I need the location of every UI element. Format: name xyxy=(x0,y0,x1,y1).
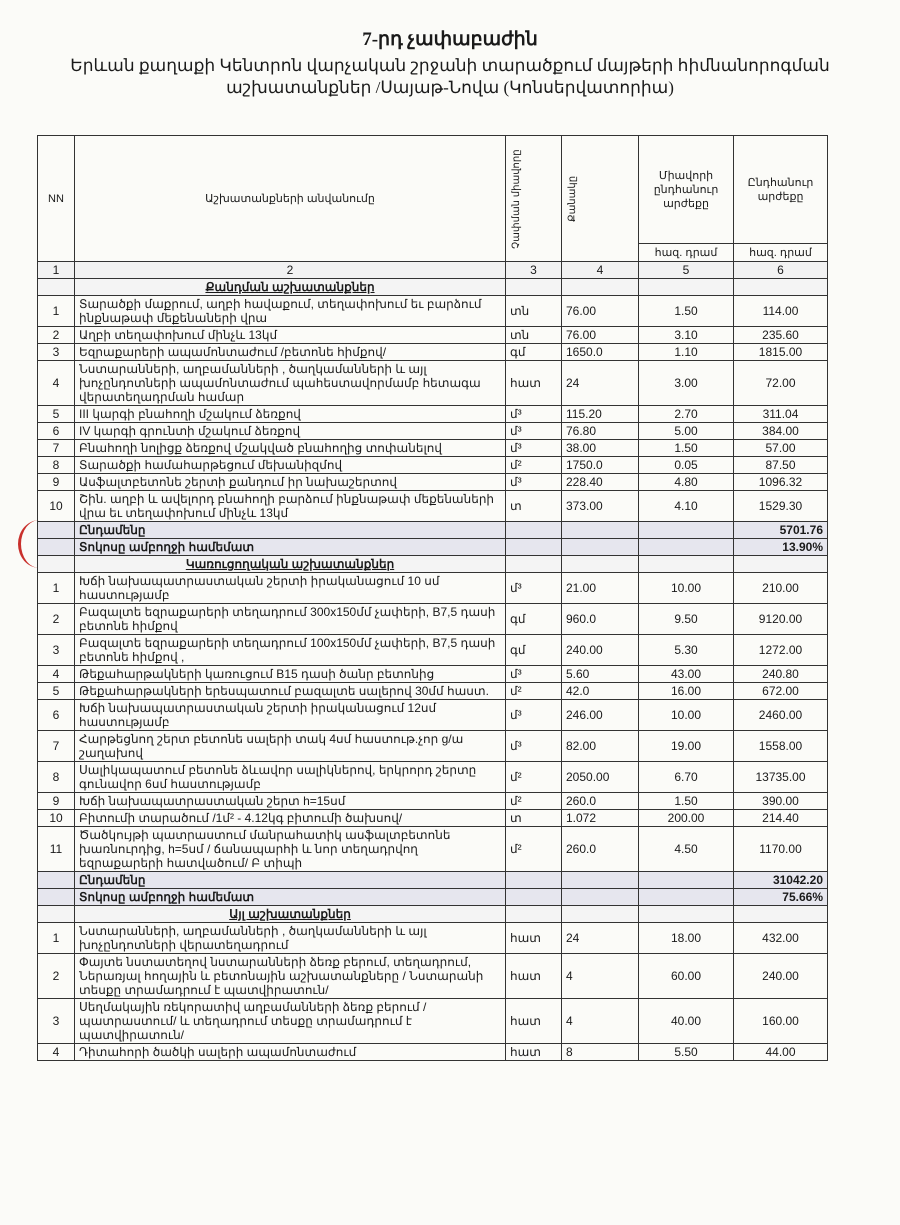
work-name: Շին. աղբի և ավելորդ բնահողի բարձում ինքնաթափ մեքենաների վրա եւ տեղափոխում մինչև 13կմ xyxy=(75,491,506,522)
empty-cell xyxy=(38,522,75,539)
unit: հատ xyxy=(506,1044,562,1061)
sum-value: 5701.76 xyxy=(734,522,828,539)
table-row xyxy=(38,406,828,423)
row-number: 2 xyxy=(38,954,75,999)
header-total: Ընդհանուր արժեքը xyxy=(734,136,828,244)
unit: մ³ xyxy=(506,666,562,683)
unit: մ² xyxy=(506,683,562,700)
unit-price: 60.00 xyxy=(639,954,734,999)
empty-cell xyxy=(38,889,75,906)
unit-price: 1.50 xyxy=(639,296,734,327)
quantity: 76.80 xyxy=(562,423,639,440)
column-number: 6 xyxy=(734,262,828,279)
header-nn: NN xyxy=(38,136,75,262)
work-name: Հարթեցնող շերտ բետոնե սալերի տակ 4սմ հաստութ.չոր g/ա շաղախով xyxy=(75,731,506,762)
work-name: Բազալտե եզրաքարերի տեղադրում 300x150մմ չափերի, B7,5 դասի բետոնե հիմքով xyxy=(75,604,506,635)
header-unit-price: Միավորի ընդհանուր արժեքը xyxy=(639,136,734,244)
work-name: Ասֆալտբետոնե շերտի քանդում իր նախաշերտով xyxy=(75,474,506,491)
unit: հատ xyxy=(506,923,562,954)
quantity: 373.00 xyxy=(562,491,639,522)
row-number: 11 xyxy=(38,827,75,872)
unit: մ³ xyxy=(506,573,562,604)
unit: մ³ xyxy=(506,406,562,423)
header-qty: Քանակը xyxy=(562,136,639,262)
work-name: Թեքահարթակների կառուցում B15 դասի ծանր բետոնից xyxy=(75,666,506,683)
empty-cell xyxy=(506,556,562,573)
sum-label: Ընդամենը xyxy=(75,872,506,889)
row-number: 10 xyxy=(38,810,75,827)
empty-cell xyxy=(639,522,734,539)
row-number: 3 xyxy=(38,999,75,1044)
table-row xyxy=(38,793,828,810)
row-number: 5 xyxy=(38,406,75,423)
column-number: 5 xyxy=(639,262,734,279)
unit: գմ xyxy=(506,604,562,635)
unit-price: 3.00 xyxy=(639,361,734,406)
table-row xyxy=(38,827,828,872)
row-total: 44.00 xyxy=(734,1044,828,1061)
unit: տ xyxy=(506,491,562,522)
unit-price: 4.50 xyxy=(639,827,734,872)
row-number: 3 xyxy=(38,344,75,361)
row-number: 2 xyxy=(38,327,75,344)
table-row xyxy=(38,999,828,1044)
row-total: 160.00 xyxy=(734,999,828,1044)
section-percent-row xyxy=(38,889,828,906)
unit-price: 200.00 xyxy=(639,810,734,827)
work-name: Խճի նախապատրաստական շերտի իրականացում 12սմ հաստությամբ xyxy=(75,700,506,731)
quantity: 240.00 xyxy=(562,635,639,666)
column-number: 4 xyxy=(562,262,639,279)
unit-price: 1.10 xyxy=(639,344,734,361)
row-number: 7 xyxy=(38,440,75,457)
quantity: 42.0 xyxy=(562,683,639,700)
unit-price: 10.00 xyxy=(639,573,734,604)
unit-price: 3.10 xyxy=(639,327,734,344)
row-number: 6 xyxy=(38,700,75,731)
unit: հատ xyxy=(506,954,562,999)
section-title: Այլ աշխատանքներ xyxy=(75,906,506,923)
quantity: 5.60 xyxy=(562,666,639,683)
unit-price: 1.50 xyxy=(639,440,734,457)
row-total: 1096.32 xyxy=(734,474,828,491)
quantity: 1750.0 xyxy=(562,457,639,474)
unit-price: 9.50 xyxy=(639,604,734,635)
row-number: 2 xyxy=(38,604,75,635)
row-number: 4 xyxy=(38,1044,75,1061)
section-title: Քանդման աշխատանքներ xyxy=(75,279,506,296)
empty-cell xyxy=(562,539,639,556)
unit-price: 18.00 xyxy=(639,923,734,954)
work-name: Փայտե նստատեղով նստարանների ձեռք բերում, տեղադրում, Ներառյալ հողային և բետոնային աշխատանքները / Նստարանի տեսքը տրամադրում է պատվիրատուն/ xyxy=(75,954,506,999)
work-name: Դիտահորի ծածկի սալերի ապամոնտաժում xyxy=(75,1044,506,1061)
row-number: 8 xyxy=(38,762,75,793)
unit: մ³ xyxy=(506,731,562,762)
work-name: Սեղմակային ռեկորատիվ աղբամանների ձեռք բերում /պատրաստում/ և տեղադրում տեսքը տրամադրում է պատվիրատուն/ xyxy=(75,999,506,1044)
table-row xyxy=(38,923,828,954)
header-unit: Չափման միավորը xyxy=(506,136,562,262)
empty-cell xyxy=(639,279,734,296)
section-percent-row xyxy=(38,539,828,556)
empty-cell xyxy=(734,556,828,573)
sum-value: 31042.20 xyxy=(734,872,828,889)
work-name: Խճի նախապատրաստական շերտ h=15սմ xyxy=(75,793,506,810)
empty-cell xyxy=(562,279,639,296)
table-row xyxy=(38,635,828,666)
work-name: Թեքահարթակների երեսպատում բազալտե սալերով 30մմ հաստ. xyxy=(75,683,506,700)
unit: տն xyxy=(506,296,562,327)
column-number: 3 xyxy=(506,262,562,279)
row-total: 13735.00 xyxy=(734,762,828,793)
table-row xyxy=(38,666,828,683)
unit: մ² xyxy=(506,762,562,793)
row-total: 1815.00 xyxy=(734,344,828,361)
row-total: 390.00 xyxy=(734,793,828,810)
work-name: Սալիկապատում բետոնե ձևավոր սալիկներով, երկրորդ շերտը գունավոր 6սմ հաստությամբ xyxy=(75,762,506,793)
unit-price: 5.30 xyxy=(639,635,734,666)
empty-cell xyxy=(562,906,639,923)
quantity: 260.0 xyxy=(562,827,639,872)
empty-cell xyxy=(38,872,75,889)
row-number: 1 xyxy=(38,296,75,327)
header-currency-6: հազ. դրամ xyxy=(734,244,828,262)
table-row xyxy=(38,344,828,361)
table-row xyxy=(38,1044,828,1061)
section-title-row xyxy=(38,556,828,573)
table-row xyxy=(38,700,828,731)
row-number: 7 xyxy=(38,731,75,762)
work-name: Աղբի տեղափոխում մինչև 13կմ xyxy=(75,327,506,344)
quantity: 960.0 xyxy=(562,604,639,635)
unit-price: 19.00 xyxy=(639,731,734,762)
quantity: 4 xyxy=(562,999,639,1044)
empty-cell xyxy=(506,872,562,889)
empty-cell xyxy=(38,556,75,573)
row-total: 311.04 xyxy=(734,406,828,423)
unit-price: 4.80 xyxy=(639,474,734,491)
empty-cell xyxy=(506,522,562,539)
row-total: 57.00 xyxy=(734,440,828,457)
quantity: 228.40 xyxy=(562,474,639,491)
quantity: 1.072 xyxy=(562,810,639,827)
percent-value: 13.90% xyxy=(734,539,828,556)
quantity: 38.00 xyxy=(562,440,639,457)
column-number: 1 xyxy=(38,262,75,279)
row-total: 240.80 xyxy=(734,666,828,683)
quantity: 260.0 xyxy=(562,793,639,810)
unit-price: 43.00 xyxy=(639,666,734,683)
header-currency-5: հազ. դրամ xyxy=(639,244,734,262)
percent-label: Տոկոսը ամբողջի համեմատ xyxy=(75,889,506,906)
empty-cell xyxy=(38,906,75,923)
table-row xyxy=(38,457,828,474)
empty-cell xyxy=(38,539,75,556)
row-number: 6 xyxy=(38,423,75,440)
unit: տն xyxy=(506,327,562,344)
unit-price: 6.70 xyxy=(639,762,734,793)
empty-cell xyxy=(38,279,75,296)
quantity: 4 xyxy=(562,954,639,999)
percent-label: Տոկոսը ամբողջի համեմատ xyxy=(75,539,506,556)
column-number: 2 xyxy=(75,262,506,279)
empty-cell xyxy=(639,872,734,889)
table-row xyxy=(38,474,828,491)
empty-cell xyxy=(639,906,734,923)
works-table xyxy=(37,135,828,1061)
work-name: Բազալտե եզրաքարերի տեղադրում 100x150մմ չափերի, B7,5 դասի բետոնե հիմքով , xyxy=(75,635,506,666)
unit-price: 1.50 xyxy=(639,793,734,810)
unit: մ³ xyxy=(506,423,562,440)
row-total: 384.00 xyxy=(734,423,828,440)
row-total: 87.50 xyxy=(734,457,828,474)
unit: հատ xyxy=(506,999,562,1044)
unit: մ² xyxy=(506,457,562,474)
row-number: 9 xyxy=(38,474,75,491)
quantity: 24 xyxy=(562,361,639,406)
row-total: 235.60 xyxy=(734,327,828,344)
quantity: 1650.0 xyxy=(562,344,639,361)
work-name: IV կարգի գրունտի մշակում ձեռքով xyxy=(75,423,506,440)
table-row xyxy=(38,762,828,793)
header-name: Աշխատանքների անվանումը xyxy=(75,136,506,262)
empty-cell xyxy=(562,522,639,539)
empty-cell xyxy=(639,889,734,906)
section-sum-row xyxy=(38,872,828,889)
quantity: 82.00 xyxy=(562,731,639,762)
table-row xyxy=(38,604,828,635)
row-total: 214.40 xyxy=(734,810,828,827)
section-sum-row xyxy=(38,522,828,539)
unit-price: 2.70 xyxy=(639,406,734,423)
work-name: Տարածքի մաքրում, աղբի հավաքում, տեղափոխում եւ բարձում ինքնաթափ մեքենաների վրա xyxy=(75,296,506,327)
unit: մ³ xyxy=(506,440,562,457)
empty-cell xyxy=(639,556,734,573)
sum-label: Ընդամենը xyxy=(75,522,506,539)
row-total: 1170.00 xyxy=(734,827,828,872)
table-row xyxy=(38,491,828,522)
row-total: 9120.00 xyxy=(734,604,828,635)
work-name: Տարածքի համահարթեցում մեխանիզմով xyxy=(75,457,506,474)
row-total: 1558.00 xyxy=(734,731,828,762)
quantity: 76.00 xyxy=(562,327,639,344)
table-row xyxy=(38,327,828,344)
unit-price: 5.50 xyxy=(639,1044,734,1061)
row-number: 4 xyxy=(38,666,75,683)
unit-price: 16.00 xyxy=(639,683,734,700)
document-subtitle-line2: աշխատանքներ /Սայաթ-Նովա (Կոնսերվատորիա) xyxy=(226,78,674,97)
row-total: 1529.30 xyxy=(734,491,828,522)
work-name: Խճի նախապատրաստական շերտի իրականացում 10 սմ հաստությամբ xyxy=(75,573,506,604)
unit-price: 5.00 xyxy=(639,423,734,440)
table-row xyxy=(38,296,828,327)
section-title-row xyxy=(38,906,828,923)
row-total: 114.00 xyxy=(734,296,828,327)
table-row xyxy=(38,573,828,604)
unit-price: 40.00 xyxy=(639,999,734,1044)
table-body xyxy=(38,279,828,1061)
table-row xyxy=(38,683,828,700)
unit: մ³ xyxy=(506,700,562,731)
quantity: 246.00 xyxy=(562,700,639,731)
quantity: 24 xyxy=(562,923,639,954)
row-number: 8 xyxy=(38,457,75,474)
empty-cell xyxy=(506,906,562,923)
empty-cell xyxy=(734,279,828,296)
section-title: Կառուցողական աշխատանքներ xyxy=(75,556,506,573)
row-number: 1 xyxy=(38,573,75,604)
row-number: 5 xyxy=(38,683,75,700)
table-row xyxy=(38,954,828,999)
row-total: 1272.00 xyxy=(734,635,828,666)
unit: մ² xyxy=(506,827,562,872)
row-total: 672.00 xyxy=(734,683,828,700)
empty-cell xyxy=(506,279,562,296)
work-name: Եզրաքարերի ապամոնտաժում /բետոնե հիմքով/ xyxy=(75,344,506,361)
unit: գմ xyxy=(506,344,562,361)
percent-value: 75.66% xyxy=(734,889,828,906)
table-row xyxy=(38,423,828,440)
table-header-row xyxy=(38,136,828,244)
work-name: III կարգի բնահողի մշակում ձեռքով xyxy=(75,406,506,423)
empty-cell xyxy=(506,889,562,906)
row-total: 432.00 xyxy=(734,923,828,954)
unit: գմ xyxy=(506,635,562,666)
row-total: 240.00 xyxy=(734,954,828,999)
empty-cell xyxy=(734,906,828,923)
row-total: 72.00 xyxy=(734,361,828,406)
table-row xyxy=(38,810,828,827)
row-number: 1 xyxy=(38,923,75,954)
empty-cell xyxy=(639,539,734,556)
document-header xyxy=(0,28,900,99)
empty-cell xyxy=(506,539,562,556)
work-name: Բնահողի նոլիցք ձեռքով մշակված բնահողից տոփանելով xyxy=(75,440,506,457)
table-column-numbers-row xyxy=(38,262,828,279)
quantity: 8 xyxy=(562,1044,639,1061)
unit: հատ xyxy=(506,361,562,406)
table-row xyxy=(38,361,828,406)
document-subtitle-line1: Երևան քաղաքի Կենտրոն վարչական շրջանի տարածքում մայթերի հիմնանորոգման xyxy=(70,56,830,75)
row-number: 10 xyxy=(38,491,75,522)
quantity: 2050.00 xyxy=(562,762,639,793)
row-total: 210.00 xyxy=(734,573,828,604)
quantity: 115.20 xyxy=(562,406,639,423)
unit-price: 0.05 xyxy=(639,457,734,474)
table-row xyxy=(38,731,828,762)
document-title: 7-րդ չափաբաժին xyxy=(362,29,538,50)
empty-cell xyxy=(562,889,639,906)
row-total: 2460.00 xyxy=(734,700,828,731)
work-name: Բիտումի տարածում /1մ² - 4.12կգ բիտումի ծախսով/ xyxy=(75,810,506,827)
table-row xyxy=(38,440,828,457)
quantity: 76.00 xyxy=(562,296,639,327)
row-number: 9 xyxy=(38,793,75,810)
unit-price: 4.10 xyxy=(639,491,734,522)
unit: մ² xyxy=(506,793,562,810)
unit: մ³ xyxy=(506,474,562,491)
unit-price: 10.00 xyxy=(639,700,734,731)
row-number: 4 xyxy=(38,361,75,406)
empty-cell xyxy=(562,556,639,573)
work-name: Նստարանների, աղբամանների , ծաղկամանների և այլ խոչընդոտների վերատեղադրում xyxy=(75,923,506,954)
work-name: Նստարանների, աղբամանների , ծաղկամանների և այլ խոչընդոտների ապամոնտաժում պահեստավորմամբ հետագա վերատեղադրման համար xyxy=(75,361,506,406)
unit: տ xyxy=(506,810,562,827)
work-name: Ծածկույթի պատրաստում մանրահատիկ ասֆալտբետոնե խառնուրդից, h=5սմ / ճանապարհի և նոր տեղադրվող եզրաքարերի հատվածում/ Բ տիպի xyxy=(75,827,506,872)
section-title-row xyxy=(38,279,828,296)
empty-cell xyxy=(562,872,639,889)
quantity: 21.00 xyxy=(562,573,639,604)
row-number: 3 xyxy=(38,635,75,666)
